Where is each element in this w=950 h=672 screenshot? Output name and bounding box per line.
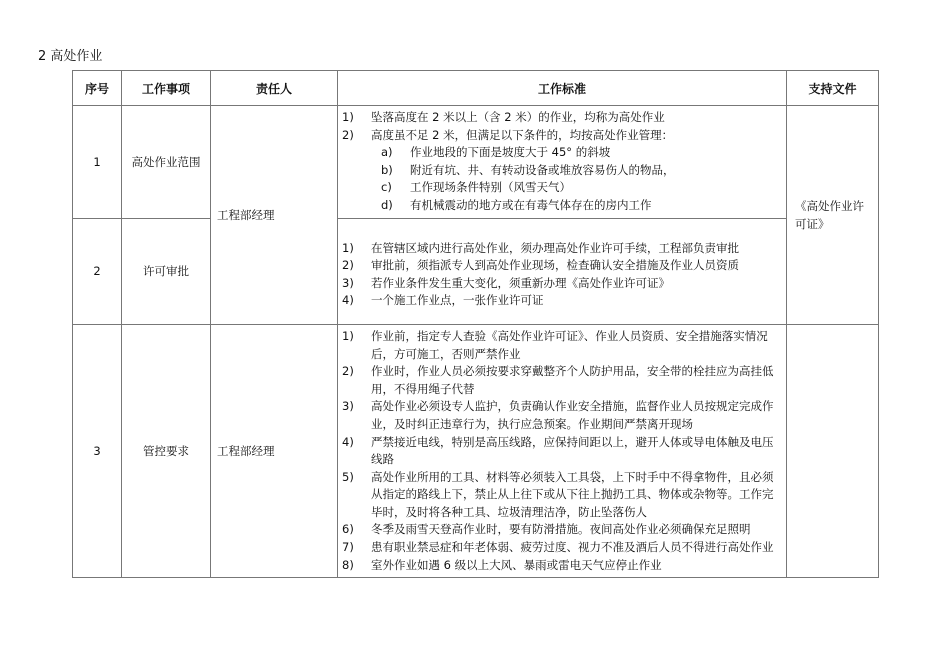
table-header-row (73, 71, 879, 106)
standard-subitem: c) 工作现场条件特别（风雪天气） (381, 180, 571, 195)
standard-subitem: a) 作业地段的下面是坡度大于 45° 的斜坡 (381, 145, 611, 160)
standard-item: 1) 作业前，指定专人查验《高处作业许可证》、作业人员资质、安全措施落实情况后，方可施工，否则严禁作业 (342, 328, 768, 361)
work-standard-table (72, 70, 879, 578)
header-responsible: 责任人 (211, 71, 338, 106)
row-number: 1 (73, 106, 122, 219)
row-number: 2 (73, 218, 122, 324)
header-item: 工作事项 (122, 71, 211, 106)
standard-subitem: d) 有机械震动的地方或在有毒气体存在的房内工作 (381, 197, 652, 212)
row-number: 3 (73, 324, 122, 577)
standard-subitem: b) 附近有坑、井、有转动设备或堆放容易伤人的物品， (381, 162, 675, 177)
row-standard (338, 324, 787, 577)
row-item: 许可审批 (122, 218, 211, 324)
standard-item: 3) 高处作业必须设专人监护，负责确认作业安全措施，监督作业人员按规定完成作业，及时纠正违章行为，执行应急预案。作业期间严禁离开现场 (342, 399, 774, 431)
standard-item: 5) 高处作业所用的工具、材料等必须装入工具袋，上下时手中不得拿物件，且必须从指定的路线上下，禁止从上往下或从下往上抛扔工具、物体或杂物等。工作完毕时，及时将各种工具、垃圾清理洁净，防止坠落伤人 (342, 469, 774, 519)
row-item: 高处作业范围 (122, 106, 211, 219)
table-row (73, 324, 879, 577)
standard-item: 6) 冬季及雨雪天登高作业时，要有防滑措施。夜间高处作业必须确保充足照明 (342, 522, 751, 537)
standard-item: 7) 患有职业禁忌症和年老体弱、疲劳过度、视力不准及酒后人员不得进行高处作业 (342, 540, 774, 555)
row-standard (338, 218, 787, 324)
standard-item: 1) 坠落高度在 2 米以上（含 2 米）的作业，均称为高处作业 (342, 110, 665, 124)
standard-item: 4) 严禁接近电线，特别是高压线路，应保持间距以上，避开人体或导电体触及电压线路 (342, 434, 774, 467)
row-documents: 《高处作业许可证》 (787, 106, 879, 325)
row-item: 管控要求 (122, 324, 211, 577)
section-title: 2 高处作业 (38, 49, 103, 64)
standard-item: 1) 在管辖区域内进行高处作业，须办理高处作业许可手续，工程部负责审批 (342, 240, 739, 255)
standard-item: 2) 高度虽不足 2 米，但满足以下条件的，均按高处作业管理： (342, 127, 674, 142)
row-responsible: 工程部经理 (211, 324, 338, 577)
header-standard: 工作标准 (338, 71, 787, 106)
row-standard (338, 106, 787, 219)
row-documents (787, 324, 879, 577)
standard-item: 3) 若作业条件发生重大变化，须重新办理《高处作业许可证》 (342, 275, 670, 290)
header-documents: 支持文件 (787, 71, 879, 106)
table-row (73, 218, 879, 324)
standard-item: 2) 审批前，须指派专人到高处作业现场，检查确认安全措施及作业人员资质 (342, 258, 739, 273)
standard-item: 4) 一个施工作业点，一张作业许可证 (342, 293, 544, 308)
row-responsible: 工程部经理 (211, 106, 338, 325)
standard-item: 8) 室外作业如遇 6 级以上大风、暴雨或雷电天气应停止作业 (342, 557, 662, 572)
header-no: 序号 (73, 71, 122, 106)
table-row (73, 106, 879, 219)
standard-item: 2) 作业时，作业人员必须按要求穿戴整齐个人防护用品，安全带的栓挂应为高挂低用，不得用绳子代替 (342, 364, 774, 396)
